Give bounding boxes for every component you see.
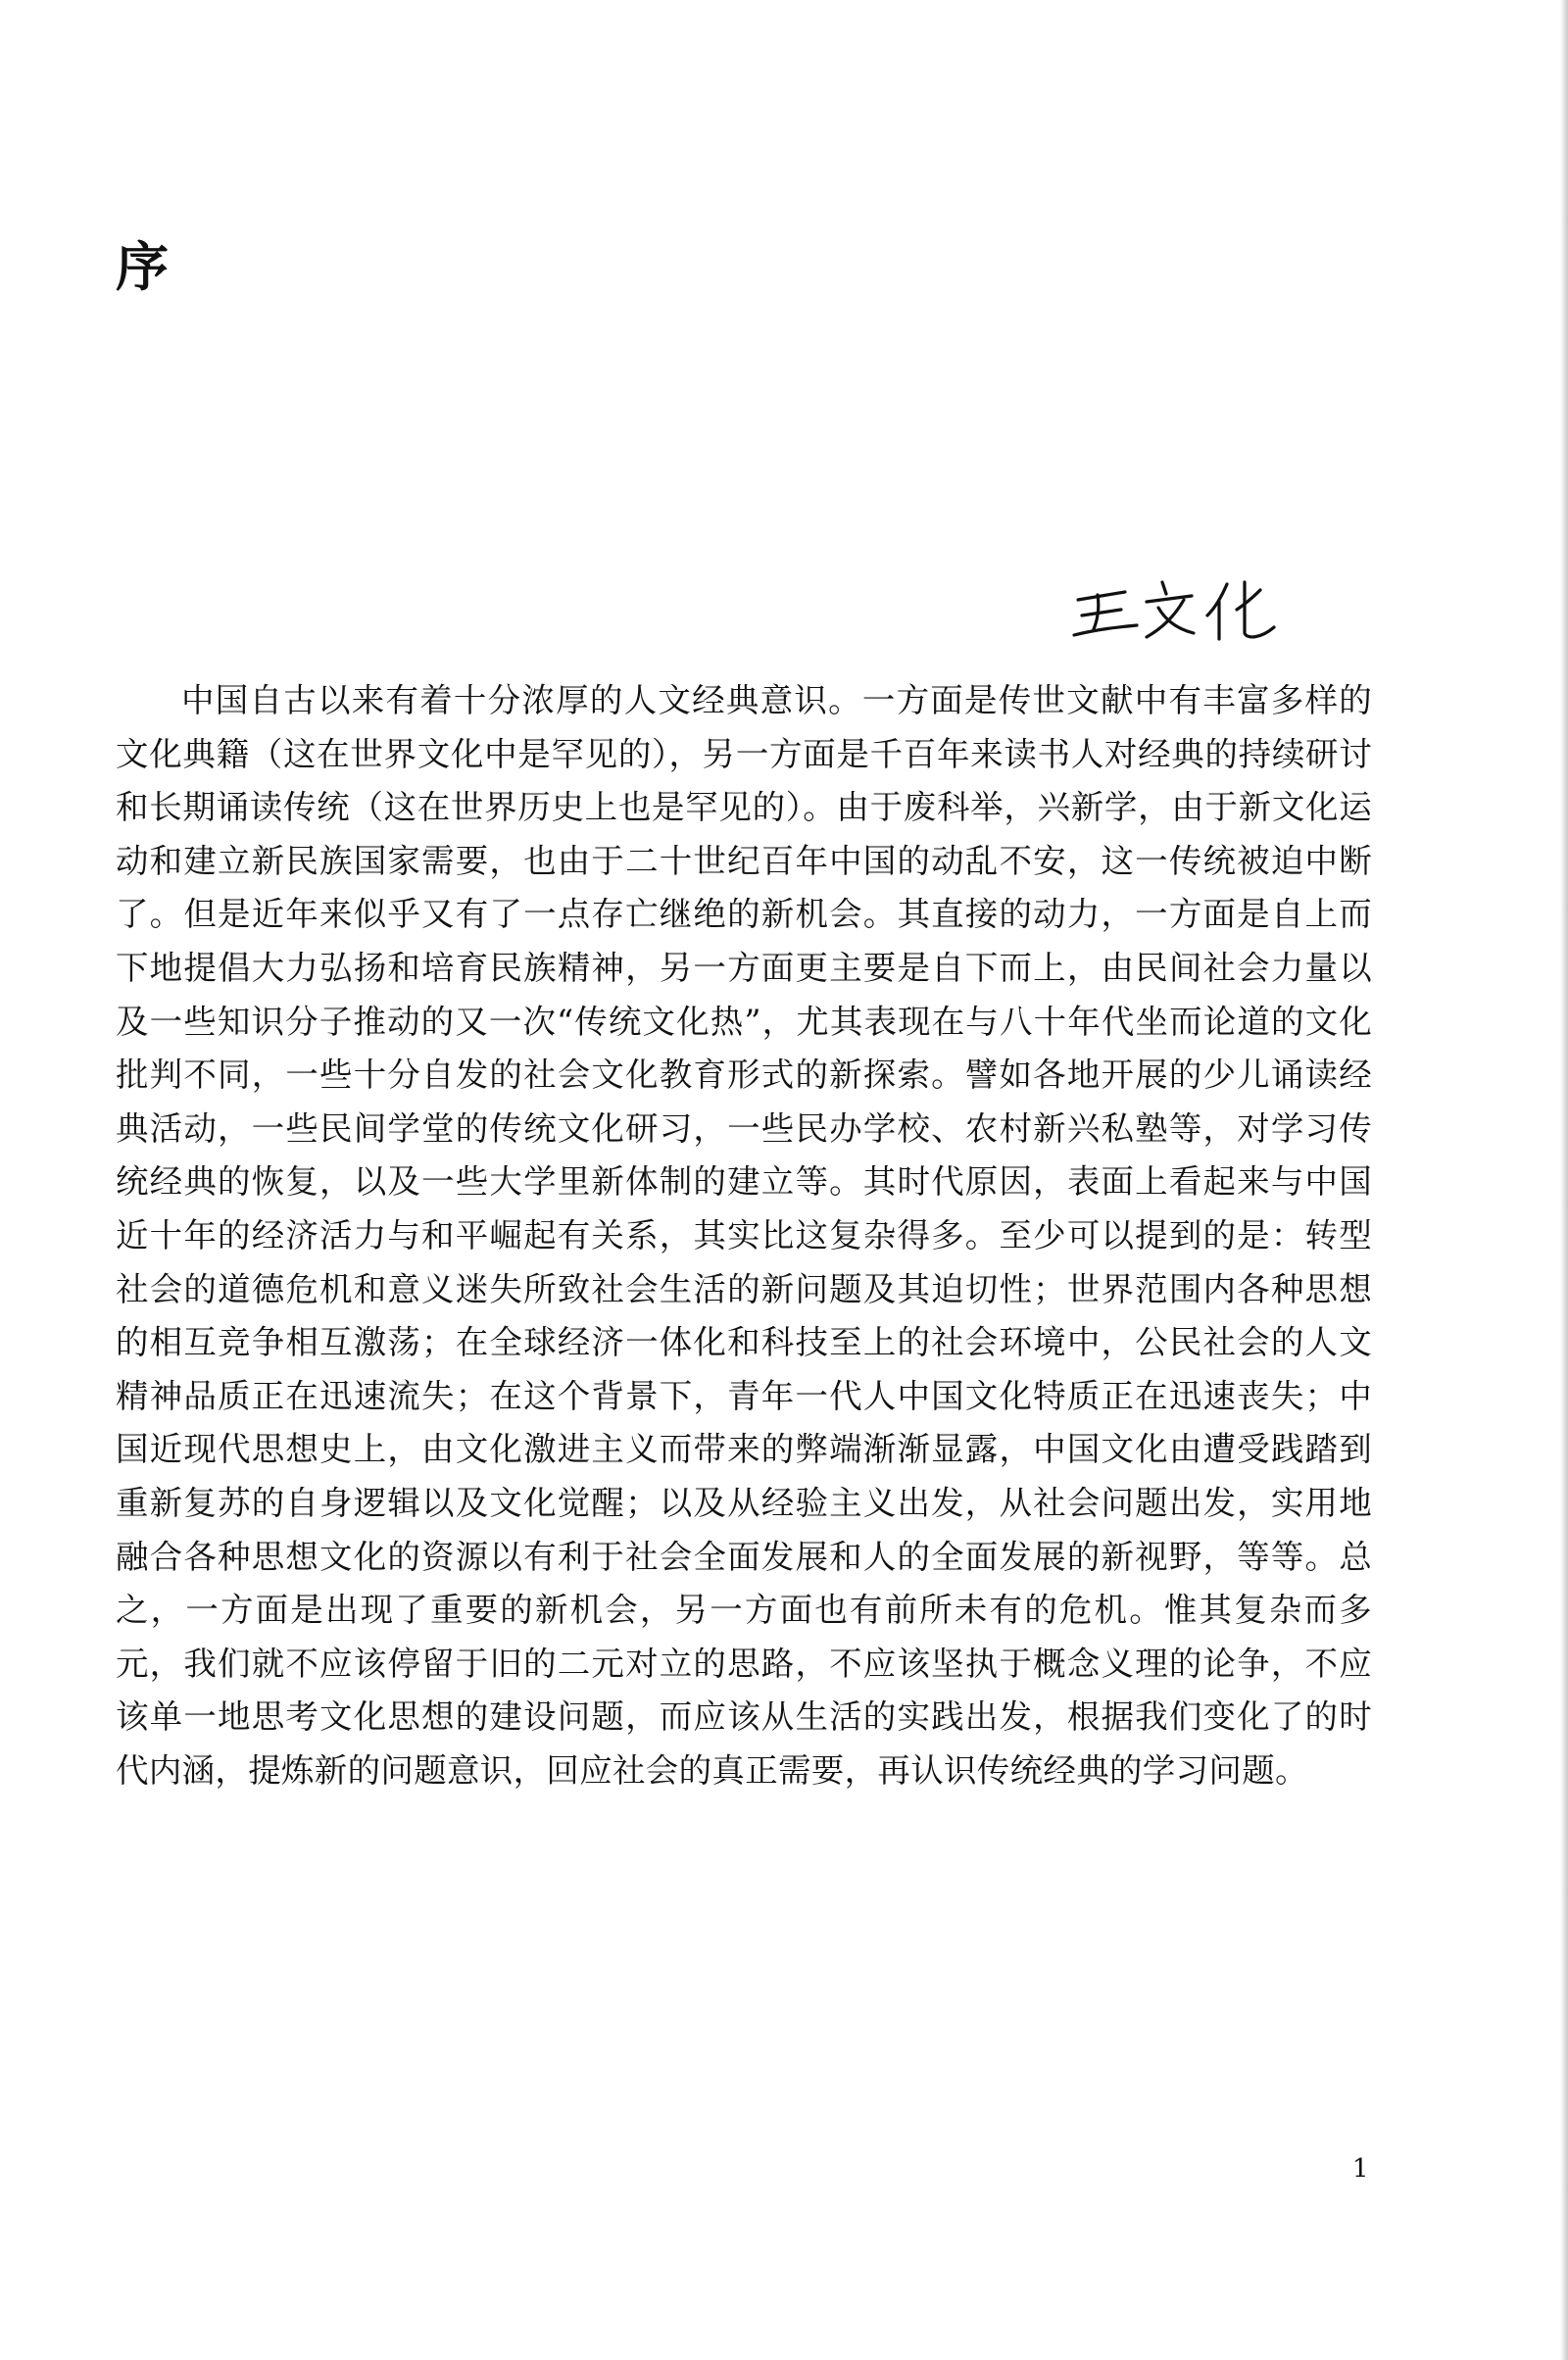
page-title: 序 [116, 235, 169, 298]
page-number: 1 [1352, 2154, 1369, 2184]
page-edge-shadow [1560, 0, 1568, 2360]
preface-paragraph: 中国自古以来有着十分浓厚的人文经典意识。一方面是传世文献中有丰富多样的文化典籍（这在世界文化中是罕见的），另一方面是千百年来读书人对经典的持续研讨和长期诵读传统（这在世界历史上也是罕见的）。由于废科举，兴新学，由于新文化运动和建立新民族国家需要，也由于二十世纪百年中国的动乱不安，这一传统被迫中断了。但是近年来似乎又有了一点存亡继绝的新机会。其直接的动力，一方面是自上而下地提倡大力弘扬和培育民族精神，另一方面更主要是自下而上，由民间社会力量以及一些知识分子推动的又一次“传统文化热”，尤其表现在与八十年代坐而论道的文化批判不同，一些十分自发的社会文化教育形式的新探索。譬如各地开展的少儿诵读经典活动，一些民间学堂的传统文化研习，一些民办学校、农村新兴私塾等，对学习传统经典的恢复，以及一些大学里新体制的建立等。其时代原因，表面上看起来与中国近十年的经济活力与和平崛起有关系，其实比这复杂得多。至少可以提到的是：转型社会的道德危机和意义迷失所致社会生活的新问题及其迫切性；世界范围内各种思想的相互竞争相互激荡；在全球经济一体化和科技至上的社会环境中，公民社会的人文精神品质正在迅速流失；在这个背景下，青年一代人中国文化特质正在迅速丧失；中国近现代思想史上，由文化激进主义而带来的弊端渐渐显露，中国文化由遭受践踏到重新复苏的自身逻辑以及文化觉醒；以及从经验主义出发，从社会问题出发，实用地融合各种思想文化的资源以有利于社会全面发展和人的全面发展的新视野，等等。总之，一方面是出现了重要的新机会，另一方面也有前所未有的危机。惟其复杂而多元，我们就不应该停留于旧的二元对立的思路，不应该坚执于概念义理的论争，不应该单一地思考文化思想的建设问题，而应该从生活的实践出发，根据我们变化了的时代内涵，提炼新的问题意识，回应社会的真正需要，再认识传统经典的学习问题。 [116, 681, 1372, 1790]
author-signature [1068, 568, 1284, 657]
preface-body [116, 674, 1372, 1797]
